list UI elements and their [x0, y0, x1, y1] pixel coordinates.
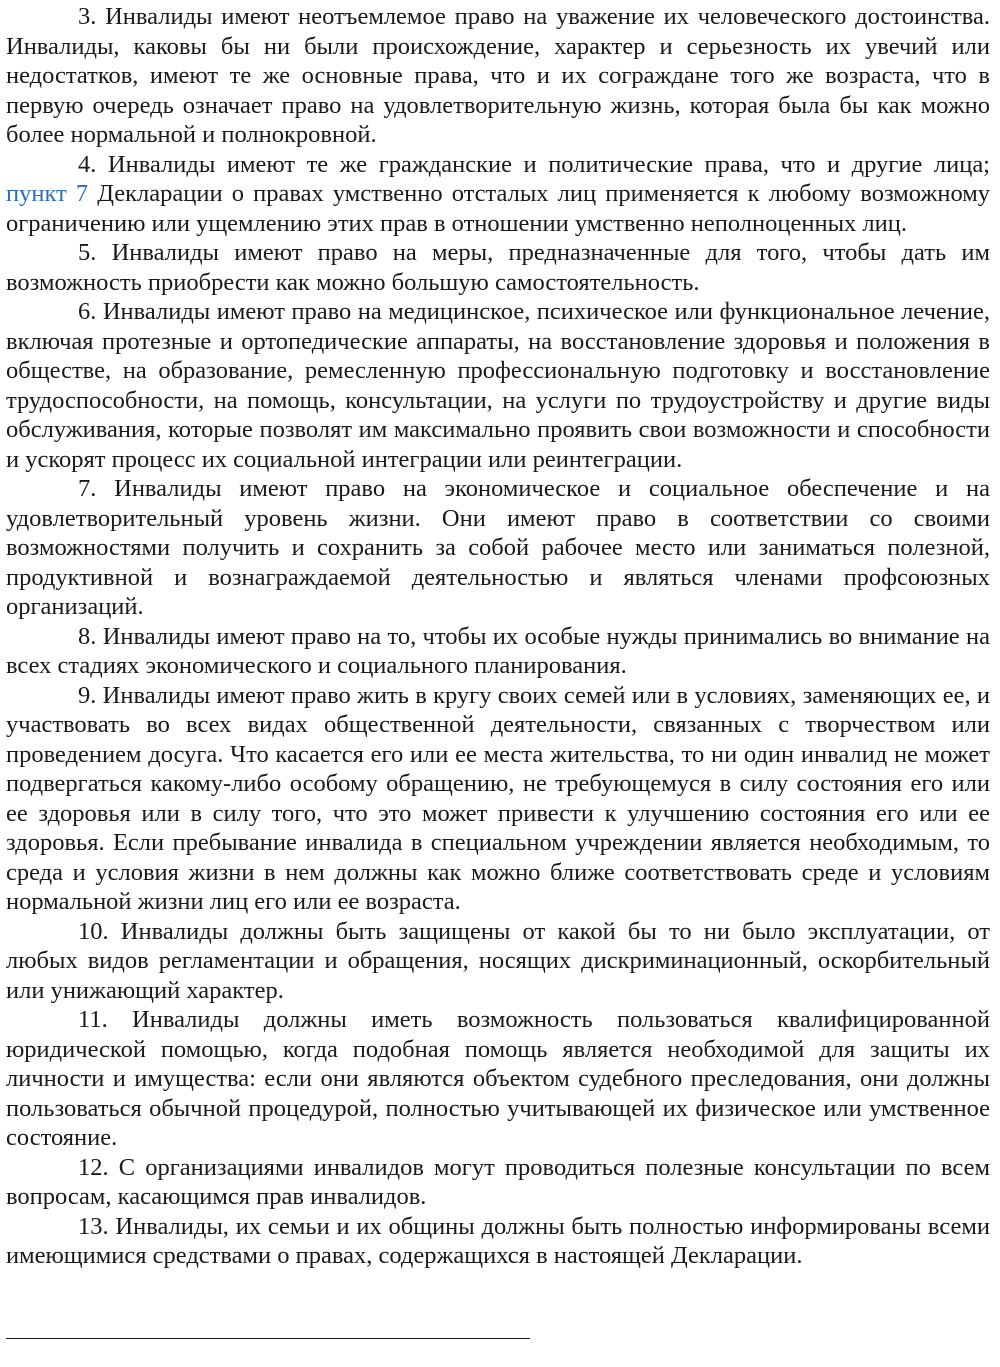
- clause-7-link[interactable]: пункт 7: [6, 180, 89, 207]
- document-body: [6, 2, 990, 1271]
- paragraph-11: 11. Инвалиды должны иметь возможность пользоваться квалифицированной юридической помощью, когда подобная помощь является необходимой для защиты их личности и имущества: если они являются объектом судебного преследования, они должны пользоваться обычной процедурой, полностью учитывающей их физическое или умственное состояние.: [6, 1006, 990, 1151]
- paragraph-7: 7. Инвалиды имеют право на экономическое и социальное обеспечение и на удовлетворительный уровень жизни. Они имеют право в соответствии со своими возможностями получить и сохранить за собой рабочее место или заниматься полезной, продуктивной и вознаграждаемой деятельностью и являться членами профсоюзных организаций.: [6, 475, 990, 620]
- paragraph-12: 12. С организациями инвалидов могут проводиться полезные консультации по всем вопросам, касающимся прав инвалидов.: [6, 1153, 990, 1210]
- paragraph-10: 10. Инвалиды должны быть защищены от какой бы то ни было эксплуатации, от любых видов регламентации и обращения, носящих дискриминационный, оскорбительный или унижающий характер.: [6, 917, 990, 1004]
- paragraph-3: 3. Инвалиды имеют неотъемлемое право на уважение их человеческого достоинства. Инвалиды, каковы бы ни были происхождение, характер и серьезность их увечий или недостатков, имеют те же основные права, что и их сограждане того же возраста, что в первую очередь означает право на удовлетворительную жизнь, которая была бы как можно более нормальной и полнокровной.: [6, 3, 990, 148]
- paragraph-4-text-after: Декларации о правах умственно отсталых лиц применяется к любому возможному ограничению или ущемлению этих прав в отношении умственно неполноценных лиц.: [6, 180, 990, 237]
- paragraph-4: [6, 150, 990, 239]
- footnote-separator: [6, 1338, 530, 1339]
- paragraph-9: 9. Инвалиды имеют право жить в кругу своих семей или в условиях, заменяющих ее, и участвовать во всех видах общественной деятельности, связанных с творчеством или проведением досуга. Что касается его или ее места жительства, то ни один инвалид не может подвергаться какому-либо особому обращению, не требующемуся в силу состояния его или ее здоровья или в силу того, что это может привести к улучшению состояния его или ее здоровья. Если пребывание инвалида в специальном учреждении является необходимым, то среда и условия жизни в нем должны как можно ближе соответствовать среде и условиям нормальной жизни лиц его или ее возраста.: [6, 681, 990, 915]
- paragraph-6: 6. Инвалиды имеют право на медицинское, психическое или функциональное лечение, включая протезные и ортопедические аппараты, на восстановление здоровья и положения в обществе, на образование, ремесленную профессиональную подготовку и восстановление трудоспособности, на помощь, консультации, на услуги по трудоустройству и другие виды обслуживания, которые позволят им максимально проявить свои возможности и способности и ускорят процесс их социальной интеграции или реинтеграции.: [6, 298, 990, 473]
- paragraph-8: 8. Инвалиды имеют право на то, чтобы их особые нужды принимались во внимание на всех стадиях экономического и социального планирования.: [6, 622, 990, 679]
- paragraph-5: 5. Инвалиды имеют право на меры, предназначенные для того, чтобы дать им возможность приобрести как можно большую самостоятельность.: [6, 239, 990, 296]
- paragraph-13: 13. Инвалиды, их семьи и их общины должны быть полностью информированы всеми имеющимися средствами о правах, содержащихся в настоящей Декларации.: [6, 1212, 990, 1269]
- paragraph-4-text-before: 4. Инвалиды имеют те же гражданские и политические права, что и другие лица;: [78, 150, 990, 178]
